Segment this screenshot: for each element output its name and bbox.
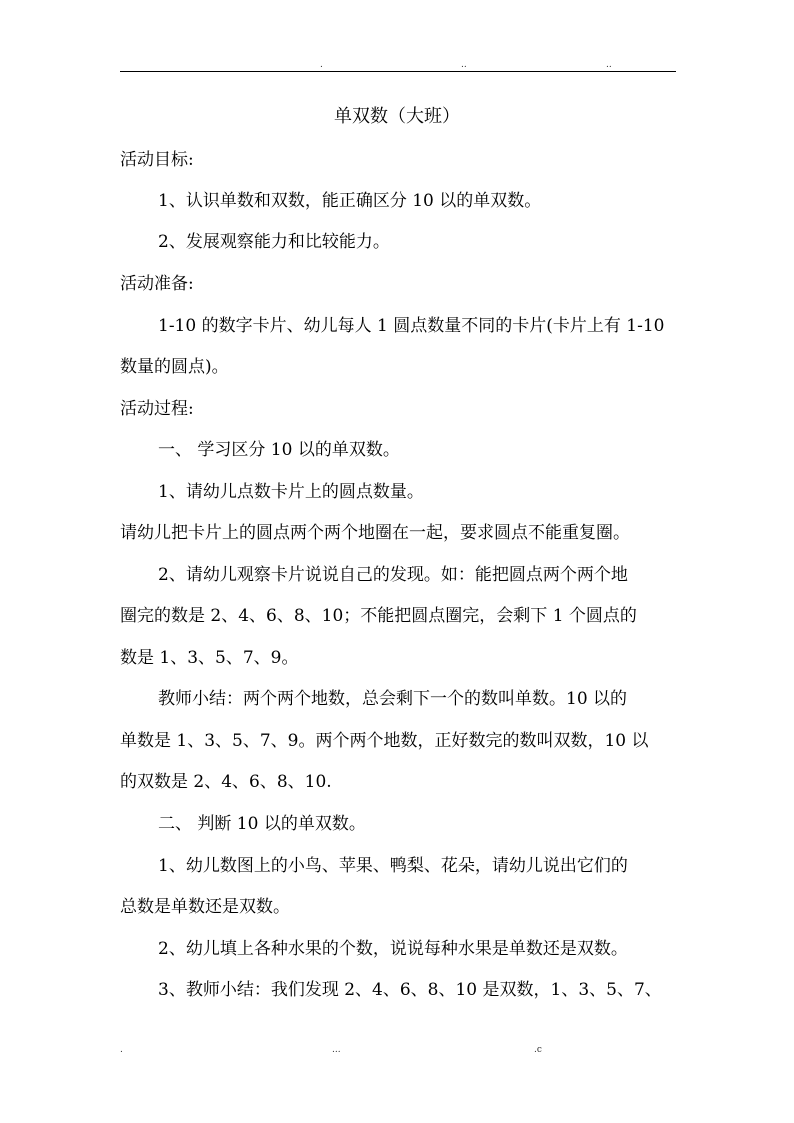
paragraph-line: 单数是 1、3、5、7、9。两个两个地数，正好数完的数叫双数，10 以 xyxy=(120,731,649,751)
paragraph-line: 1、幼儿数图上的小鸟、苹果、鸭梨、花朵，请幼儿说出它们的 xyxy=(158,856,628,876)
header-mark: .. xyxy=(461,60,467,70)
header-mark: . xyxy=(320,60,323,70)
paragraph-line: 总数是单数还是双数。 xyxy=(120,897,290,917)
header-mark: .. xyxy=(606,60,612,70)
footer-mark: ... xyxy=(332,1045,341,1055)
paragraph-line: 数是 1、3、5、7、9。 xyxy=(120,648,299,668)
document-title: 单双数（大班） xyxy=(334,106,460,127)
paragraph-line: 2、请幼儿观察卡片说说自己的发现。如：能把圆点两个两个地 xyxy=(158,565,628,585)
paragraph-line: 数量的圆点)。 xyxy=(120,357,229,377)
paragraph-line: 教师小结：两个两个地数，总会剩下一个的数叫单数。10 以的 xyxy=(158,689,628,709)
section-heading-preparation: 活动准备: xyxy=(120,274,194,294)
footer-mark: . xyxy=(120,1045,123,1055)
subsection-heading: 二、 判断 10 以的单双数。 xyxy=(158,814,366,834)
header-rule xyxy=(120,71,676,72)
paragraph-line: 3、教师小结：我们发现 2、4、6、8、10 是双数，1、3、5、7、 xyxy=(158,980,662,1000)
section-heading-goals: 活动目标: xyxy=(120,150,194,170)
paragraph-line: 1、认识单数和双数，能正确区分 10 以的单双数。 xyxy=(158,191,542,211)
section-heading-process: 活动过程: xyxy=(120,399,194,419)
subsection-heading: 一、 学习区分 10 以的单双数。 xyxy=(158,440,400,460)
paragraph-line: 的双数是 2、4、6、8、10. xyxy=(120,772,332,792)
paragraph-line: 1、请幼儿点数卡片上的圆点数量。 xyxy=(158,482,424,502)
paragraph-line: 1-10 的数字卡片、幼儿每人 1 圆点数量不同的卡片(卡片上有 1-10 xyxy=(158,316,665,336)
footer-mark: .c xyxy=(534,1045,542,1055)
paragraph-line: 2、幼儿填上各种水果的个数，说说每种水果是单数还是双数。 xyxy=(158,939,628,959)
paragraph-line: 请幼儿把卡片上的圆点两个两个地圈在一起，要求圆点不能重复圈。 xyxy=(120,523,630,543)
paragraph-line: 圈完的数是 2、4、6、8、10；不能把圆点圈完，会剩下 1 个圆点的 xyxy=(120,606,637,626)
paragraph-line: 2、发展观察能力和比较能力。 xyxy=(158,232,390,252)
